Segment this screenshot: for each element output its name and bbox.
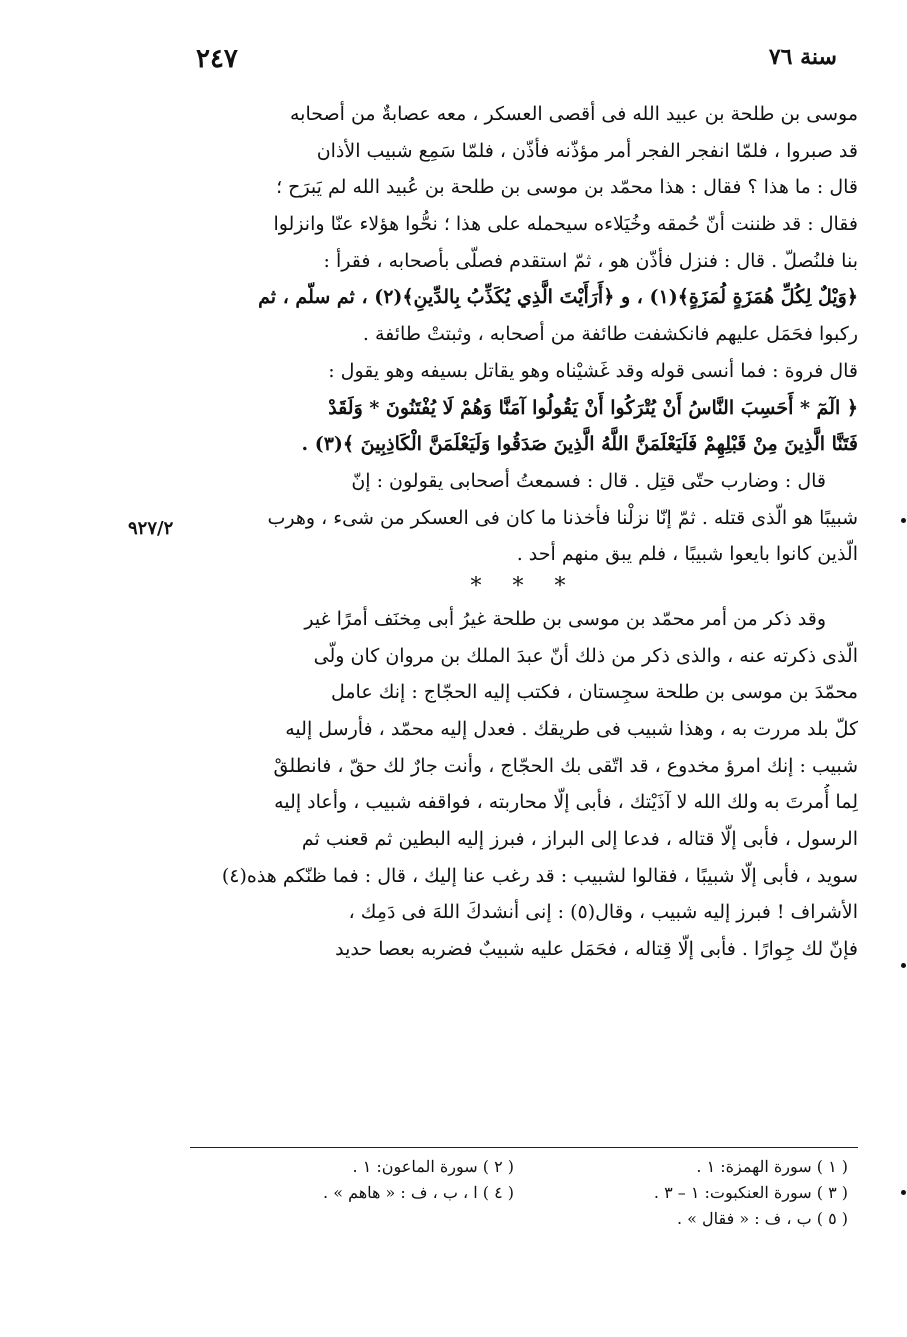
footnote: ( ١ ) سورة الهمزة: ١ . <box>696 1157 848 1176</box>
text-line: فإنّ لك جِوارًا . فأبى إلّا قِتاله ، فحَمَل عليه شبيبٌ فضربه بعصا حديد <box>335 938 858 961</box>
margin-reference: ٩٢٧/٢ <box>128 518 174 539</box>
page-number: ٢٤٧ <box>196 44 238 74</box>
text-line: الرسول ، فأبى إلّا قتاله ، فدعا إلى البراز ، فبرز إليه البطين ثم قعنب ثم <box>301 828 858 851</box>
margin-mark <box>901 1190 906 1195</box>
text-line: موسى بن طلحة بن عبيد الله فى أقصى العسكر ، معه عصابةٌ من أصحابه <box>289 103 858 125</box>
main-text <box>190 96 858 968</box>
quran-verse-line: ﴿وَيْلٌ لِكُلِّ هُمَزَةٍ لُمَزَةٍ﴾(١) ، و ﴿أَرَأَيْتَ الَّذِي يُكَذِّبُ بِالدِّينِ﴾(٢) ، ثم سلّم ، ثم <box>258 286 858 309</box>
text-line: قال : وضارب حتّى قتِل . قال : فسمعتُ أصحابى يقولون : إنّ <box>351 469 826 492</box>
text-line: لِما أُمرتَ به ولك الله لا آذَيْتك ، فأبى إلّا محاربته ، فواقفه شبيب ، وأعاد إليه <box>274 791 858 814</box>
footnote <box>190 1206 524 1232</box>
text-line: شبيبًا هو الّذى قتله . ثمّ إنّا نزلْنا فأخذنا ما كان فى العسكر من شىء ، وهرب <box>267 506 858 529</box>
footnote-row <box>190 1206 858 1232</box>
text-line: قد صبروا ، فلمّا انفجر الفجر أمر مؤذّنه فأذّن ، فلمّا سَمِع شبيب الأذان <box>316 139 858 162</box>
text-line: الأشراف ! فبرز إليه شبيب ، وقال(٥) : إنى أنشدكَ اللهَ فى دَمِك ، <box>348 901 858 924</box>
text-line: قال فروة : فما أنسى قوله وقد غَشيْناه وهو يقاتل بسيفه وهو يقول : <box>328 359 858 382</box>
text-line: وقد ذكر من أمر محمّد بن موسى بن طلحة غيرُ أبى مِخنَف أمرًا غير <box>304 607 826 630</box>
section-separator: * * * <box>470 573 578 599</box>
footnote: ( ٢ ) سورة الماعون: ١ . <box>352 1157 514 1176</box>
footnote: ( ٤ ) ا ، ب ، ف : « هاهم » . <box>323 1183 514 1202</box>
quran-verse-line: ﴿ الٓمٓ * أَحَسِبَ النَّاسُ أَنْ يُتْرَكُوا أَنْ يَقُولُوا آمَنَّا وَهُمْ لَا يُفْتَنُونَ * وَلَقَدْ <box>328 396 858 419</box>
footnote-row <box>190 1154 858 1180</box>
text-line: سويد ، فأبى إلّا شبيبًا ، فقالوا لشبيب : قد رغب عنا إليك ، قال : فما ظنّكم هذه(٤) <box>221 864 858 887</box>
text-line: الّذين كانوا بايعوا شبيبًا ، فلم يبق منهم أحد . <box>516 543 858 566</box>
footnote: ( ٥ ) ب ، ف : « فقال » . <box>676 1209 848 1228</box>
text-line: شبيب : إنك امرؤ مخدوع ، قد اتّقى بك الحجّاج ، وأنت جارٌ لك حقّ ، فانطلقْ <box>273 754 858 777</box>
text-line: محمّدَ بن موسى بن طلحة سجِستان ، فكتب إليه الحجّاج : إنك عامل <box>330 681 858 704</box>
margin-mark <box>901 963 906 968</box>
footnote-row <box>190 1180 858 1206</box>
running-header-year: سنة ٧٦ <box>768 44 837 70</box>
footnote: ( ٣ ) سورة العنكبوت: ١ – ٣ . <box>653 1183 848 1202</box>
quran-verse-line: فَتَنَّا الَّذِينَ مِنْ قَبْلِهِمْ فَلَيَعْلَمَنَّ اللَّهُ الَّذِينَ صَدَقُوا وَلَيَعْلَمَنَّ الْكَاذِبِينَ ﴾(٣) . <box>301 433 858 456</box>
footnote-rule <box>190 1147 858 1148</box>
text-line: بنا فلنُصلّ . قال : فنزل فأذّن هو ، ثمّ استقدم فصلّى بأصحابه ، فقرأ : <box>323 249 858 272</box>
footnotes <box>190 1154 858 1232</box>
text-line: ركبوا فحَمَل عليهم فانكشفت طائفة من أصحابه ، وثبتتْ طائفة . <box>362 323 858 346</box>
text-line: قال : ما هذا ؟ فقال : هذا محمّد بن موسى بن طلحة بن عُبيد الله لم يَبرَح ؛ <box>276 176 858 199</box>
text-line: فقال : قد ظننت أنّ حُمقه وخُيَلاءه سيحمله على هذا ؛ نحُّوا هؤلاء عنّا وانزلوا <box>273 213 858 236</box>
margin-mark <box>901 518 906 523</box>
text-line: كلّ بلد مررت به ، وهذا شبيب فى طريقك . فعدل إليه محمّد ، فأرسل إليه <box>285 718 858 740</box>
text-line: الّذى ذكرته عنه ، والذى ذكر من ذلك أنّ عبدَ الملك بن مروان كان ولّى <box>313 644 858 667</box>
